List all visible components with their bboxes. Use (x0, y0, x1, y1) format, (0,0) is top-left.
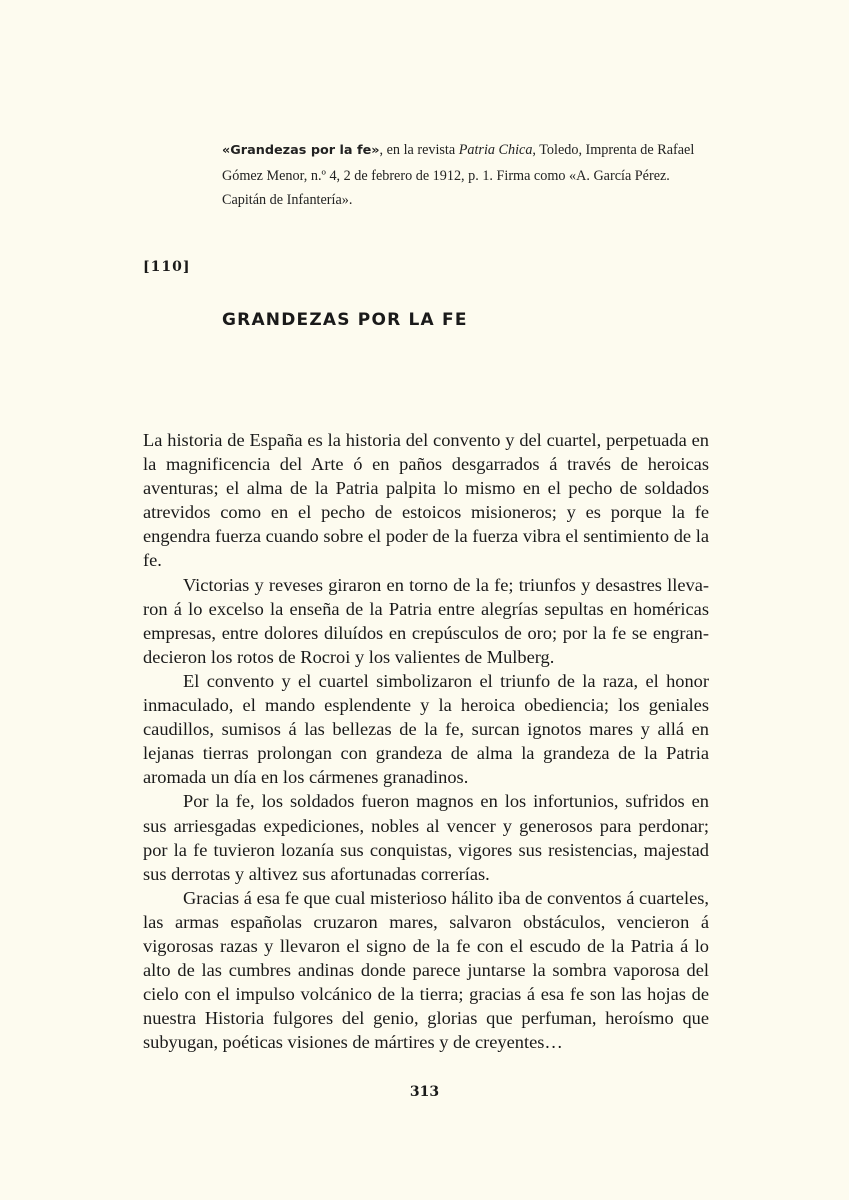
article-heading: GRANDEZAS POR LA FE (222, 310, 468, 330)
article-body (143, 428, 709, 1054)
paragraph-4: Por la fe, los soldados fueron magnos en los infortunios, sufridos en sus arriesgadas expediciones, nobles al vencer y generosos para perdonar; por la fe tuvieron lozanía sus conquistas, vigores sus resistencias, majestad sus derrotas y altivez sus afortunadas correrías. (143, 791, 709, 884)
source-note-text-2: , Toledo, Imprenta de Rafael Gómez Menor, n.º 4, 2 de febrero de 1912, p. 1. Firma como «A. García Pérez. Capitán de Infantería». (222, 142, 695, 208)
document-number: [110] (143, 259, 191, 275)
paragraph-3: El convento y el cuartel simbolizaron el triunfo de la raza, el honor inmaculado, el mando esplendente y la heroica obediencia; los geniales caudillos, sumisos á las bellezas de la fe, surcan ignotos mares y allá en lejanas tierras prolongan con grandeza de alma la grandeza de la Patria aromada un día en los cármenes granadinos. (143, 670, 709, 788)
page-number: 313 (409, 1084, 440, 1100)
paragraph-2: Victorias y reveses giraron en torno de la fe; triunfos y desastres llevaron á lo excelso la enseña de la Patria entre alegrías sepultas en homéricas empresas, entre dolores diluídos en crepúsculos de oro; por la fe se engrandecieron los rotos de Rocroi y los valientes de Mulberg. (143, 574, 709, 667)
source-note-journal: Patria Chica (458, 142, 533, 158)
source-note (222, 138, 702, 213)
paragraph-5: Gracias á esa fe que cual misterioso hálito iba de conventos á cuarteles, las armas españolas cruzaron mares, salvaron obstáculos, vencieron á vigorosas razas y llevaron el signo de la fe con el escudo de la Patria á lo alto de las cumbres andinas donde parece juntarse la sombra vaporosa del cielo con el impulso volcánico de la tierra; gracias á esa fe son las hojas de nuestra Historia fulgores del genio, glorias que perfuman, heroísmo que subyugan, poéticas visiones de mártires y de creyentes… (143, 887, 709, 1053)
paragraph-1: La historia de España es la historia del convento y del cuartel, perpetuada en la magnificencia del Arte ó en paños desgarrados á través de heroicas aventuras; el alma de la Patria palpita lo mismo en el pecho de soldados atrevidos como en el pecho de estoicos misioneros; y es porque la fe engendra fuerza cuando sobre el poder de la fuerza vibra el sentimiento de la fe. (143, 430, 709, 571)
source-note-title: «Grandezas por la fe» (222, 143, 380, 158)
source-note-text-1: , en la revista (379, 142, 459, 158)
